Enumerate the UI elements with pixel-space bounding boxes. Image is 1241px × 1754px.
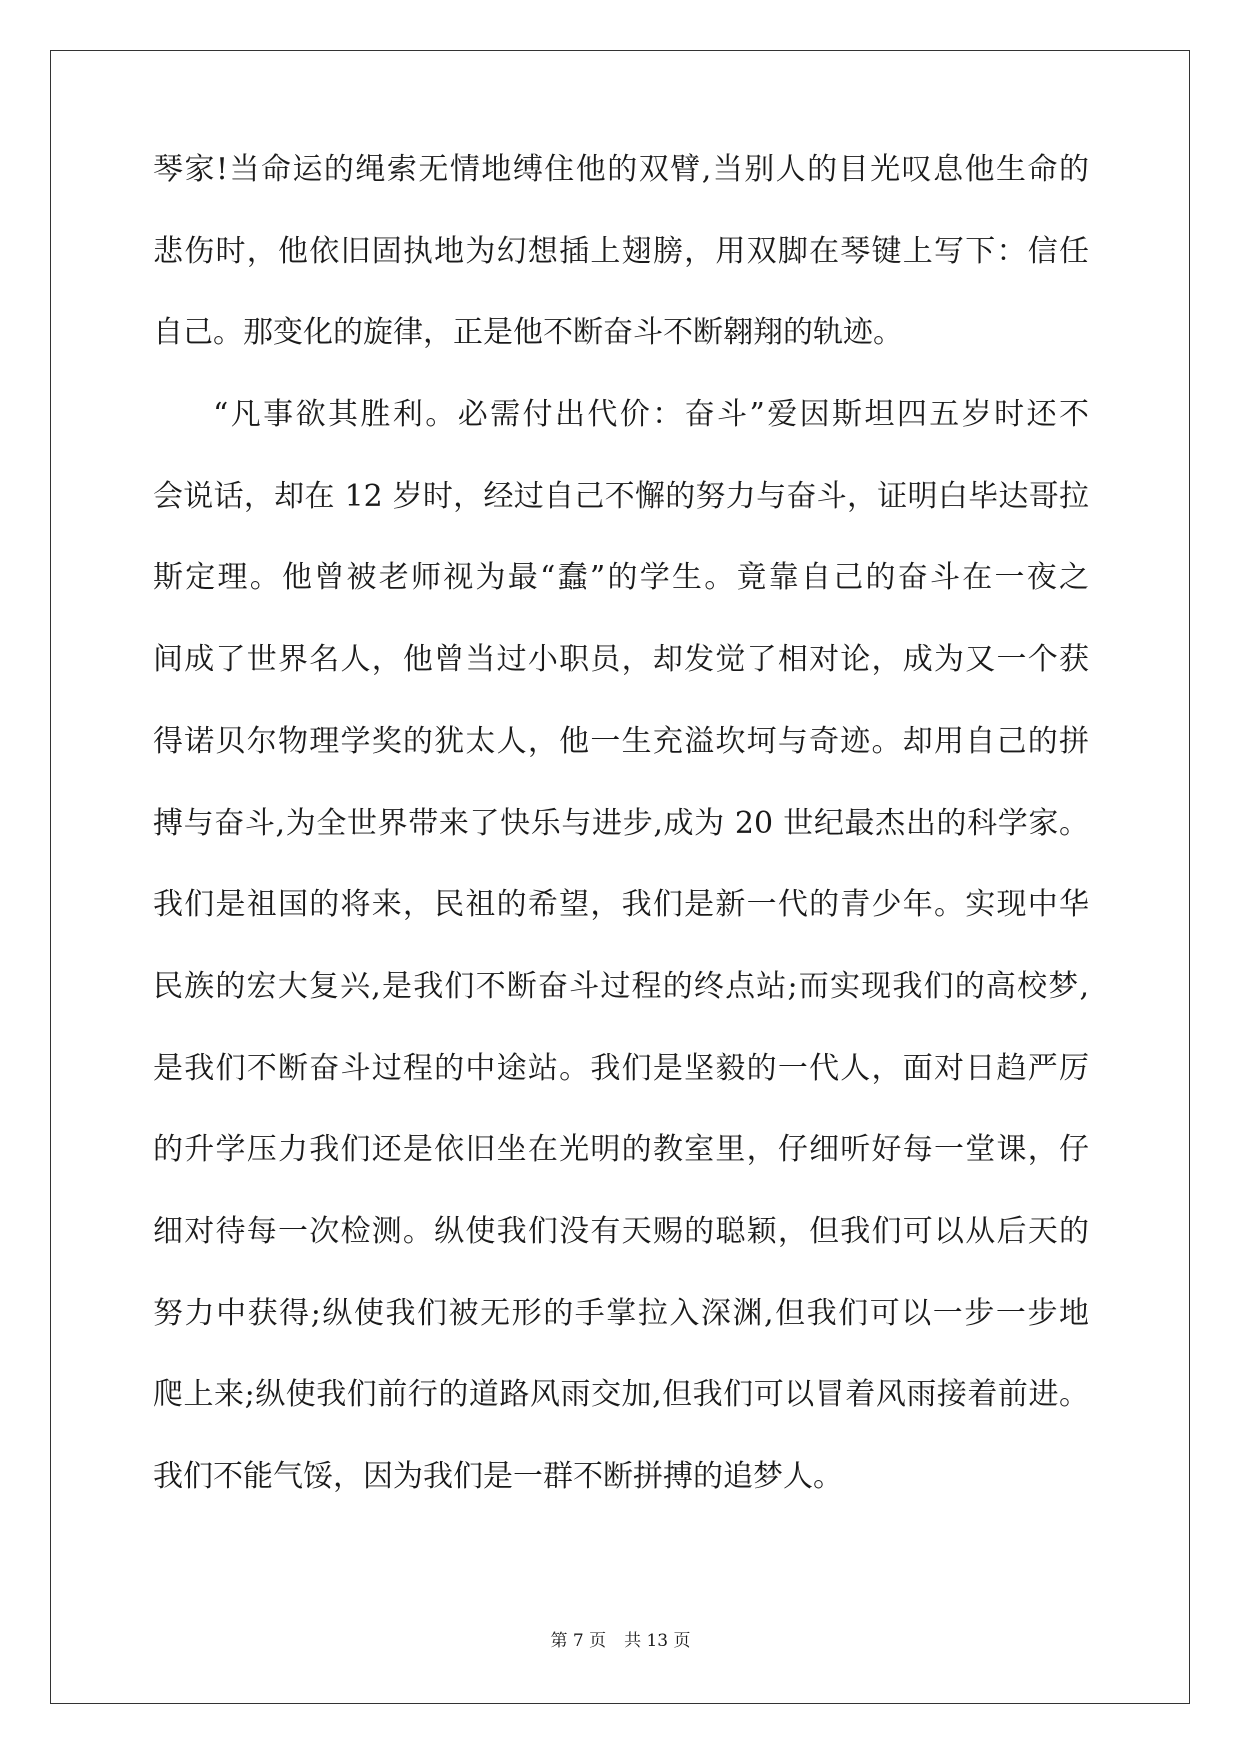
body-line: 的升学压力我们还是依旧坐在光明的教室里，仔细听好每一堂课，仔	[153, 1132, 1089, 1168]
body-line: “凡事欲其胜利。必需付出代价：奋斗”爱因斯坦四五岁时还不	[213, 397, 1089, 433]
body-line: 斯定理。他曾被老师视为最“蠢”的学生。竟靠自己的奋斗在一夜之	[153, 560, 1089, 596]
body-line: 细对待每一次检测。纵使我们没有天赐的聪颖，但我们可以从后天的	[153, 1213, 1089, 1249]
body-line: 自己。那变化的旋律，正是他不断奋斗不断翱翔的轨迹。	[153, 315, 903, 351]
body-line: 我们是祖国的将来，民祖的希望，我们是新一代的青少年。实现中华	[153, 887, 1089, 923]
body-line: 我们不能气馁，因为我们是一群不断拼搏的追梦人。	[153, 1459, 843, 1494]
page-number-current: 第 7 页	[550, 1631, 607, 1651]
body-line: 间成了世界名人，他曾当过小职员，却发觉了相对论，成为又一个获	[153, 642, 1089, 678]
body-line: 是我们不断奋斗过程的中途站。我们是坚毅的一代人，面对日趋严厉	[153, 1050, 1089, 1086]
document-body	[153, 152, 1089, 1541]
body-line: 会说话，却在 12 岁时，经过自己不懈的努力与奋斗，证明白毕达哥拉	[153, 478, 1089, 514]
body-line: 悲伤时，他依旧固执地为幻想插上翅膀，用双脚在琴键上写下：信任	[153, 233, 1089, 269]
body-line: 搏与奋斗,为全世界带来了快乐与进步,成为 20 世纪最杰出的科学家。	[153, 805, 1089, 841]
body-line: 努力中获得;纵使我们被无形的手掌拉入深渊,但我们可以一步一步地	[153, 1295, 1089, 1331]
body-line: 民族的宏大复兴,是我们不断奋斗过程的终点站;而实现我们的高校梦,	[153, 968, 1089, 1004]
body-line: 琴家!当命运的绳索无情地缚住他的双臂,当别人的目光叹息他生命的	[153, 152, 1089, 187]
body-line: 得诺贝尔物理学奖的犹太人，他一生充溢坎坷与奇迹。却用自己的拼	[153, 723, 1089, 759]
body-line: 爬上来;纵使我们前行的道路风雨交加,但我们可以冒着风雨接着前进。	[153, 1377, 1089, 1413]
page-footer	[0, 1630, 1241, 1652]
page-number-total: 共 13 页	[624, 1631, 691, 1651]
